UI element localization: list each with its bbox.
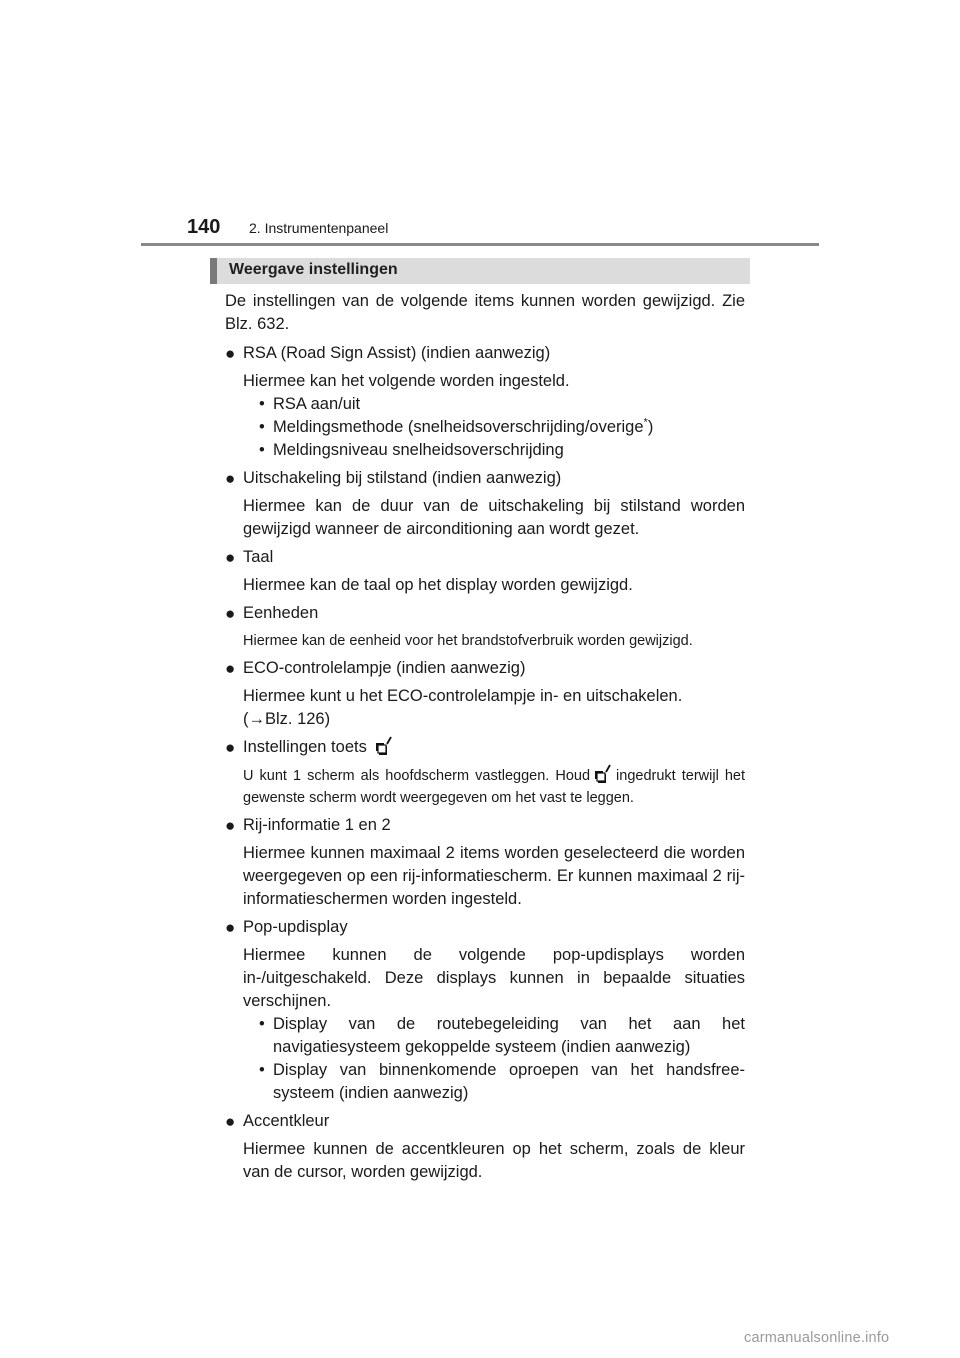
- item-desc: Hiermee kunnen de accentkleuren op het scherm, zoals de kleur van de cursor, worden gewijzigd.: [243, 1140, 745, 1181]
- item-title: Pop-updisplay: [243, 918, 348, 936]
- item-stop: [225, 467, 745, 541]
- bullet-icon: ●: [225, 918, 236, 937]
- footnote-asterisk: *: [643, 416, 648, 429]
- item-desc: Hiermee kunt u het ECO-controlelampje in- en uitschakelen.: [243, 687, 683, 705]
- item-accent: [225, 1110, 745, 1184]
- bullet-icon: ●: [225, 816, 236, 835]
- intro-text: De instellingen van de volgende items kunnen worden gewijzigd. Zie Blz. 632.: [225, 292, 745, 333]
- sub-list: [225, 1013, 745, 1105]
- sub-bullet-icon: •: [259, 441, 265, 459]
- item-eco: [225, 657, 745, 731]
- sub-bullet-icon: •: [259, 418, 265, 436]
- item-toets: [225, 736, 745, 809]
- item-rsa: [225, 342, 745, 462]
- section-heading: [210, 258, 750, 284]
- watermark: carmanualsonline.info: [744, 1330, 890, 1346]
- item-desc: Hiermee kan het volgende worden ingesteld.: [243, 372, 570, 390]
- item-title: Rij-informatie 1 en 2: [243, 816, 391, 834]
- item-title: Instellingen toets: [243, 738, 367, 756]
- chapter-title: 2. Instrumentenpaneel: [249, 220, 389, 236]
- bullet-icon: ●: [225, 1112, 236, 1131]
- item-rij: [225, 814, 745, 911]
- bullet-icon: ●: [225, 344, 236, 363]
- item-title: ECO-controlelampje (indien aanwezig): [243, 659, 526, 677]
- item-desc: U kunt 1 scherm als hoofdscherm vastleggen. Houd ingedrukt terwijl het gewenste scherm wordt weergegeven om het vast te leggen.: [225, 764, 745, 809]
- item-pop: [225, 916, 745, 1105]
- item-title: Uitschakeling bij stilstand (indien aanwezig): [243, 469, 562, 487]
- page-reference: (→Blz. 126): [243, 710, 331, 728]
- sub-bullet-icon: •: [259, 395, 265, 413]
- item-desc: Hiermee kunnen maximaal 2 items worden geselecteerd die worden weergegeven op een rij-informatiescherm. Er kunnen maximaal 2 rij-informatieschermen worden ingesteld.: [243, 844, 745, 908]
- item-desc: Hiermee kan de duur van de uitschakeling bij stilstand worden gewijzigd wanneer de airconditioning aan wordt gezet.: [243, 497, 745, 538]
- sub-item: • RSA aan/uit: [259, 393, 745, 416]
- bullet-icon: ●: [225, 469, 236, 488]
- bullet-icon: ●: [225, 738, 236, 757]
- sub-item: • Meldingsmethode (snelheidsoverschrijding/overige*): [259, 416, 745, 439]
- item-eenheden: [225, 602, 745, 652]
- settings-key-icon: [594, 764, 612, 784]
- sub-item: • Meldingsniveau snelheidsoverschrijding: [259, 439, 745, 462]
- bullet-icon: ●: [225, 659, 236, 678]
- page-content: [225, 290, 745, 1189]
- item-title: Accentkleur: [243, 1112, 330, 1130]
- header-rule: [141, 243, 819, 246]
- page-number: 140: [187, 216, 221, 238]
- item-desc: Hiermee kan de taal op het display worden gewijzigd.: [243, 576, 633, 594]
- sub-bullet-icon: •: [259, 1061, 265, 1079]
- sub-bullet-icon: •: [259, 1015, 265, 1033]
- sub-list: [225, 393, 745, 462]
- item-title: RSA (Road Sign Assist) (indien aanwezig): [243, 344, 551, 362]
- item-desc: Hiermee kan de eenheid voor het brandstofverbruik worden gewijzigd.: [243, 633, 693, 649]
- item-title: Eenheden: [243, 604, 319, 622]
- item-taal: [225, 546, 745, 597]
- item-desc: Hiermee kunnen de volgende pop-updisplays worden in-/uitgeschakeld. Deze displays kunnen in bepaalde situaties verschijnen.: [243, 946, 745, 1010]
- settings-key-icon: [375, 736, 393, 756]
- bullet-icon: ●: [225, 548, 236, 567]
- section-title: Weergave instellingen: [229, 261, 398, 278]
- item-title: Taal: [243, 548, 274, 566]
- sub-item: • Display van de routebegeleiding van het aan het navigatiesysteem gekoppelde systeem (indien aanwezig): [259, 1015, 745, 1056]
- sub-item: • Display van binnenkomende oproepen van het handsfree-systeem (indien aanwezig): [259, 1061, 745, 1102]
- bullet-icon: ●: [225, 604, 236, 623]
